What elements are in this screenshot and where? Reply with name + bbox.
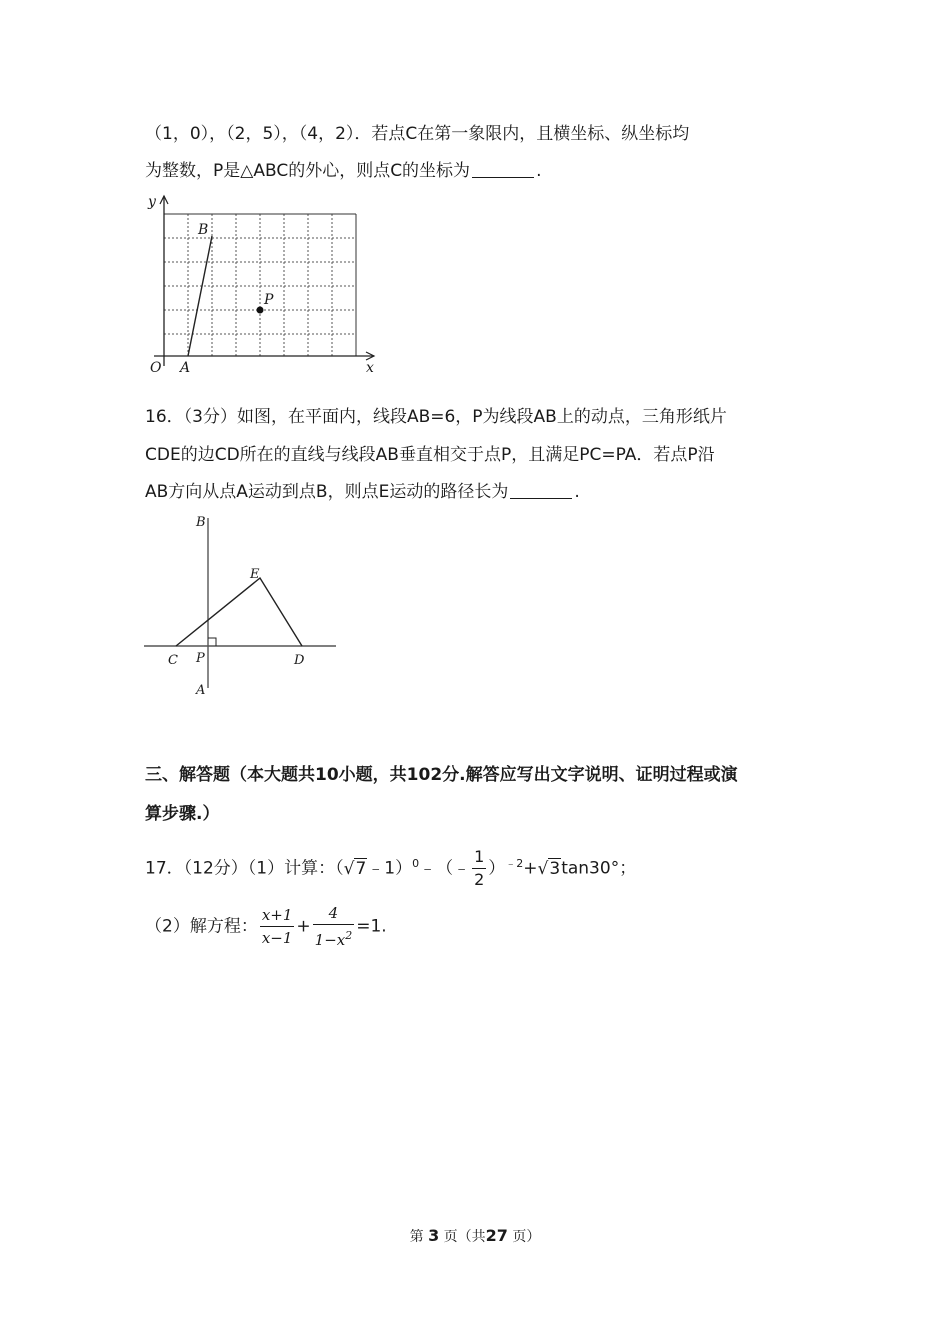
figure-grid xyxy=(140,188,390,380)
q16-line-2: CDE的边CD所在的直线与线段AB垂直相交于点P，且满足PC=PA．若点P沿 xyxy=(145,445,715,465)
fraction-1: $\frac{x+1}{x-1}$ xyxy=(261,906,293,947)
point-a-label: A xyxy=(180,360,191,376)
plus-sign: + xyxy=(296,916,311,937)
sqrt-7: √7 xyxy=(343,858,367,879)
figure-triangle xyxy=(140,510,350,702)
q16-line-1: 16．（3分）如图，在平面内，线段AB=6，P为线段AB上的动点，三角形纸片 xyxy=(145,407,727,427)
fraction-2: $\frac{4}{1-x^2}$ xyxy=(314,904,353,949)
point-c-label: C xyxy=(168,653,178,668)
q17-part-e: tan30°； xyxy=(561,858,637,879)
q17-part-1 xyxy=(145,846,636,891)
q17-part-c: ） xyxy=(488,858,506,879)
point-p-label-2: P xyxy=(196,651,205,666)
answer-blank-2 xyxy=(510,482,572,499)
q15-line-2-text: 为整数，P是△ABC的外心，则点C的坐标为 xyxy=(145,161,471,181)
q15-line-2-end: . xyxy=(536,161,542,181)
sqrt-3: √3 xyxy=(537,858,561,879)
section-3-heading-line-2: 算步骤.） xyxy=(145,804,220,824)
y-axis-label: y xyxy=(148,194,156,210)
q17-p2-prefix: （2）解方程： xyxy=(145,916,258,937)
section-3-heading-line-1: 三、解答题（本大题共10小题，共102分.解答应写出文字说明、证明过程或演 xyxy=(145,765,738,785)
q15-line-1: （1，0），（2，5），（4，2）．若点C在第一象限内，且横坐标、纵坐标均 xyxy=(145,124,690,144)
point-d-label: D xyxy=(294,653,305,668)
q17-prefix: 17．（12分）（1）计算：（ xyxy=(145,858,344,879)
page-number: 3 xyxy=(428,1226,440,1245)
q17-part-2 xyxy=(145,902,387,951)
answer-blank xyxy=(472,161,534,178)
fraction-half: $\frac{1}{2}$ xyxy=(474,847,485,889)
q17-part-b: ﹣（﹣ xyxy=(419,858,471,879)
q17-part-a: ﹣1） xyxy=(367,858,413,879)
x-axis-label: x xyxy=(366,360,374,376)
exp-neg-two: ﹣2 xyxy=(505,856,524,870)
point-a-label-2: A xyxy=(196,683,206,698)
q17-part-d: + xyxy=(523,858,538,879)
point-b-label-2: B xyxy=(196,515,206,530)
q16-line-3 xyxy=(145,480,580,504)
total-pages: 27 xyxy=(485,1226,508,1245)
point-e-label: E xyxy=(250,567,260,582)
point-b-label: B xyxy=(198,222,209,238)
exp-zero: 0 xyxy=(412,856,420,870)
q16-line-3-end: . xyxy=(574,482,580,502)
q15-line-2 xyxy=(145,159,541,183)
point-p-label: P xyxy=(264,292,274,308)
q16-line-3-text: AB方向从点A运动到点B，则点E运动的路径长为 xyxy=(145,482,509,502)
origin-label: O xyxy=(150,360,162,376)
page-footer: 第 3 页（共27 页） xyxy=(409,1226,541,1245)
q17-p2-suffix: =1. xyxy=(356,916,387,937)
